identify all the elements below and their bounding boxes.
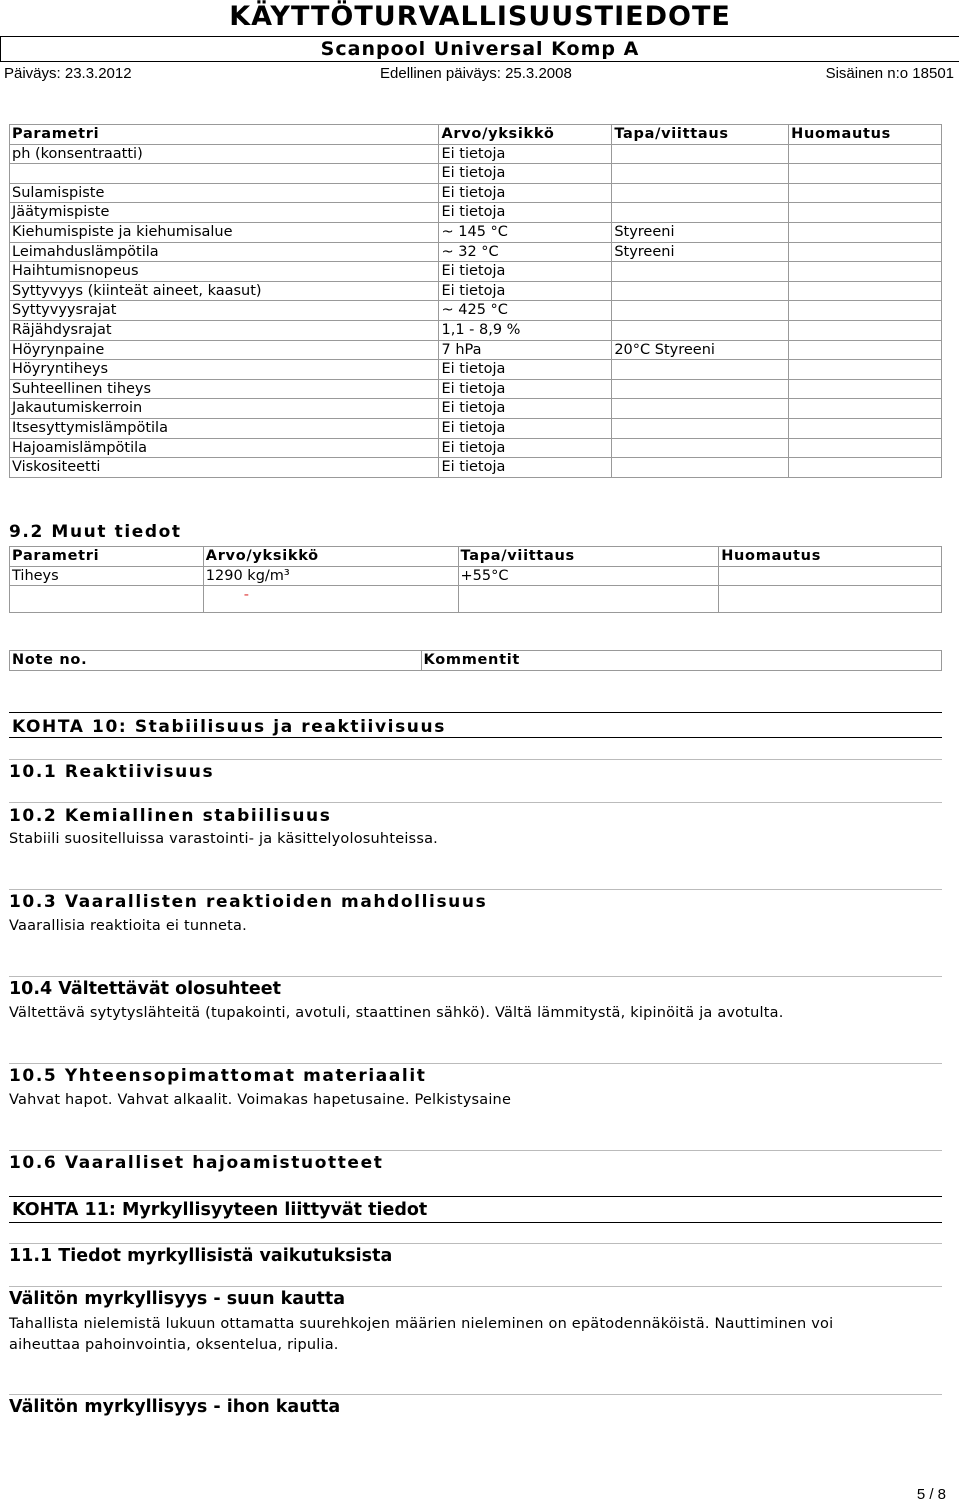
table-cell: Ei tietoja xyxy=(439,144,612,164)
table-cell: Jäätymispiste xyxy=(10,203,439,223)
table-cell xyxy=(612,399,789,419)
table-cell xyxy=(789,222,942,242)
table-cell: Styreeni xyxy=(612,222,789,242)
table-cell: Itsesyttymislämpötila xyxy=(10,418,439,438)
properties-table xyxy=(9,124,942,478)
divider xyxy=(9,889,942,890)
table-cell: Höyrynpaine xyxy=(10,340,439,360)
section-10-2-heading: 10.2 Kemiallinen stabiilisuus xyxy=(9,806,332,826)
table-cell: Styreeni xyxy=(612,242,789,262)
table-cell xyxy=(789,320,942,340)
section-11-1-heading: 11.1 Tiedot myrkyllisistä vaikutuksista xyxy=(9,1246,393,1266)
table-cell: Ei tietoja xyxy=(439,418,612,438)
table-cell xyxy=(612,360,789,380)
table-row xyxy=(10,360,942,380)
table-row xyxy=(10,399,942,419)
table-cell xyxy=(10,586,204,613)
table-cell xyxy=(612,203,789,223)
company-name: Scanpool Universal Komp A xyxy=(320,38,640,60)
table-row xyxy=(10,203,942,223)
table-cell: Ei tietoja xyxy=(439,399,612,419)
section-10-6-heading: 10.6 Vaaralliset hajoamistuotteet xyxy=(9,1153,384,1173)
oral-toxicity-heading: Välitön myrkyllisyys - suun kautta xyxy=(9,1289,346,1309)
table-cell: Syttyvyysrajat xyxy=(10,301,439,321)
table-cell: Räjähdysrajat xyxy=(10,320,439,340)
table-row xyxy=(10,438,942,458)
divider xyxy=(9,712,942,713)
table-cell xyxy=(789,438,942,458)
table-cell xyxy=(612,183,789,203)
table-cell: Jakautumiskerroin xyxy=(10,399,439,419)
table-cell xyxy=(789,164,942,184)
table-cell: +55°C xyxy=(458,566,719,586)
section-10-3-heading: 10.3 Vaarallisten reaktioiden mahdollisuus xyxy=(9,892,488,912)
page-number: 5 / 8 xyxy=(916,1486,946,1503)
table-cell: Syttyvyys (kiinteät aineet, kaasut) xyxy=(10,281,439,301)
table-cell xyxy=(612,458,789,478)
table-cell xyxy=(789,281,942,301)
table-cell xyxy=(10,164,439,184)
table-cell: ~ 32 °C xyxy=(439,242,612,262)
section-10-5-heading: 10.5 Yhteensopimattomat materiaalit xyxy=(9,1066,427,1086)
section-10-4-heading: 10.4 Vältettävät olosuhteet xyxy=(9,979,281,999)
section-10-5-text: Vahvat hapot. Vahvat alkaalit. Voimakas hapetusaine. Pelkistysaine xyxy=(9,1092,512,1108)
table-cell xyxy=(789,418,942,438)
table-cell: 7 hPa xyxy=(439,340,612,360)
table-cell: Ei tietoja xyxy=(439,281,612,301)
oral-toxicity-text-line1: Tahallista nielemistä lukuun ottamatta suurehkojen määrien nieleminen on epätodennäköistä. Nauttiminen voi xyxy=(9,1316,834,1332)
table-row xyxy=(10,183,942,203)
table-row xyxy=(10,418,942,438)
table-cell xyxy=(612,262,789,282)
table-cell xyxy=(789,340,942,360)
table-cell xyxy=(789,399,942,419)
table-cell xyxy=(789,458,942,478)
table-cell: ~ 145 °C xyxy=(439,222,612,242)
divider xyxy=(9,1243,942,1244)
table-cell xyxy=(612,438,789,458)
column-header: Parametri xyxy=(10,547,204,567)
section-9-2-heading: 9.2 Muut tiedot xyxy=(9,522,182,542)
table-cell: ~ 425 °C xyxy=(439,301,612,321)
table-cell xyxy=(612,379,789,399)
table-cell xyxy=(789,183,942,203)
table-cell xyxy=(612,281,789,301)
divider xyxy=(9,737,942,738)
table-cell xyxy=(612,164,789,184)
column-header: Tapa/viittaus xyxy=(458,547,719,567)
divider xyxy=(9,1196,942,1197)
table-row xyxy=(10,281,942,301)
table-cell xyxy=(612,301,789,321)
table-row xyxy=(10,340,942,360)
table-cell: Ei tietoja xyxy=(439,164,612,184)
table-cell: Höyryntiheys xyxy=(10,360,439,380)
column-header: Parametri xyxy=(10,125,439,145)
table-row xyxy=(10,458,942,478)
table-cell xyxy=(612,320,789,340)
dermal-toxicity-heading: Välitön myrkyllisyys - ihon kautta xyxy=(9,1397,341,1417)
table-cell xyxy=(612,418,789,438)
oral-toxicity-text-line2: aiheuttaa pahoinvointia, oksentelua, ripulia. xyxy=(9,1337,339,1353)
table-cell: Ei tietoja xyxy=(439,183,612,203)
table-cell xyxy=(789,301,942,321)
table-cell xyxy=(789,144,942,164)
table-cell: Sulamispiste xyxy=(10,183,439,203)
table-cell: Leimahduslämpötila xyxy=(10,242,439,262)
section-10-3-text: Vaarallisia reaktioita ei tunneta. xyxy=(9,918,247,934)
note-number-header: Note no. xyxy=(10,651,422,671)
table-cell: Ei tietoja xyxy=(439,438,612,458)
comments-header: Kommentit xyxy=(421,651,941,671)
table-cell xyxy=(789,360,942,380)
table-cell: - xyxy=(203,586,458,613)
table-row xyxy=(10,242,942,262)
table-cell: Hajoamislämpötila xyxy=(10,438,439,458)
table-row xyxy=(10,320,942,340)
table-cell: 1,1 - 8,9 % xyxy=(439,320,612,340)
table-cell: Ei tietoja xyxy=(439,262,612,282)
section-10-heading: KOHTA 10: Stabiilisuus ja reaktiivisuus xyxy=(12,717,446,737)
internal-number: Sisäinen n:o 18501 xyxy=(825,65,954,82)
table-cell: Ei tietoja xyxy=(439,360,612,380)
divider xyxy=(9,1150,942,1151)
column-header: Tapa/viittaus xyxy=(612,125,789,145)
divider xyxy=(9,1394,942,1395)
table-cell xyxy=(789,242,942,262)
section-10-1-heading: 10.1 Reaktiivisuus xyxy=(9,762,215,782)
table-row xyxy=(10,164,942,184)
table-cell: 20°C Styreeni xyxy=(612,340,789,360)
previous-date: Edellinen päiväys: 25.3.2008 xyxy=(380,65,572,82)
document-title: KÄYTTÖTURVALLISUUSTIEDOTE xyxy=(229,1,731,32)
divider xyxy=(9,976,942,977)
divider xyxy=(9,1222,942,1223)
table-row xyxy=(10,262,942,282)
table-cell: Kiehumispiste ja kiehumisalue xyxy=(10,222,439,242)
column-header: Arvo/yksikkö xyxy=(203,547,458,567)
table-cell xyxy=(719,586,942,613)
date: Päiväys: 23.3.2012 xyxy=(4,65,132,82)
table-row xyxy=(10,586,942,613)
table-cell: Tiheys xyxy=(10,566,204,586)
section-10-4-text: Vältettävä sytytyslähteitä (tupakointi, avotuli, staattinen sähkö). Vältä lämmitystä, kipinöitä ja avotulta. xyxy=(9,1005,784,1021)
table-cell: Haihtumisnopeus xyxy=(10,262,439,282)
table-cell xyxy=(612,144,789,164)
column-header: Huomautus xyxy=(719,547,942,567)
other-info-table xyxy=(9,546,942,613)
table-cell: Ei tietoja xyxy=(439,458,612,478)
divider xyxy=(9,1286,942,1287)
table-cell: 1290 kg/m³ xyxy=(203,566,458,586)
table-cell: Viskositeetti xyxy=(10,458,439,478)
divider xyxy=(9,802,942,803)
table-cell: Suhteellinen tiheys xyxy=(10,379,439,399)
section-10-2-text: Stabiili suositelluissa varastointi- ja käsittelyolosuhteissa. xyxy=(9,831,438,847)
table-row xyxy=(10,222,942,242)
column-header: Huomautus xyxy=(789,125,942,145)
table-cell: Ei tietoja xyxy=(439,203,612,223)
table-row xyxy=(10,566,942,586)
column-header: Arvo/yksikkö xyxy=(439,125,612,145)
table-row xyxy=(10,301,942,321)
table-cell xyxy=(458,586,719,613)
table-cell: ph (konsentraatti) xyxy=(10,144,439,164)
section-11-heading: KOHTA 11: Myrkyllisyyteen liittyvät tiedot xyxy=(12,1200,428,1220)
table-cell xyxy=(789,203,942,223)
table-row xyxy=(10,379,942,399)
table-cell xyxy=(789,262,942,282)
divider xyxy=(9,759,942,760)
table-row xyxy=(10,144,942,164)
table-cell xyxy=(789,379,942,399)
table-cell xyxy=(719,566,942,586)
notes-table xyxy=(9,650,942,671)
divider xyxy=(9,1063,942,1064)
table-cell: Ei tietoja xyxy=(439,379,612,399)
